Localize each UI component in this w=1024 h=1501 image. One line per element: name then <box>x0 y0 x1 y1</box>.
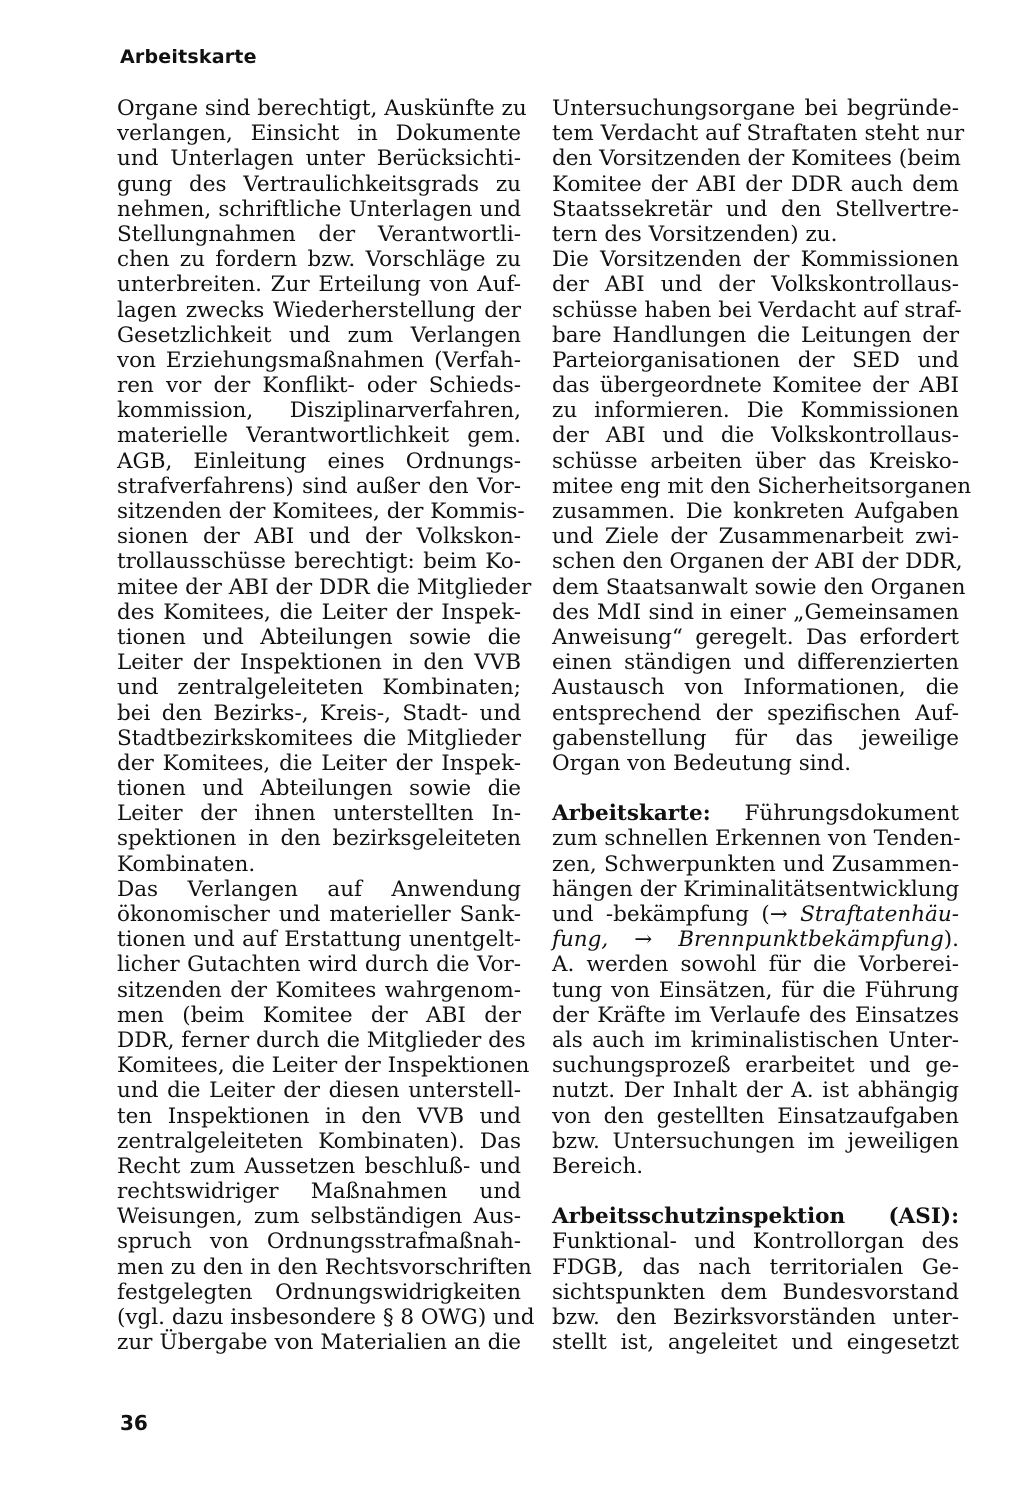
text-line: licher Gutachten wird durch die Vor- <box>117 952 521 978</box>
text-line: als auch im kriminalistischen Unter- <box>552 1027 959 1053</box>
text-line: und zentralgeleiteten Kombinaten; <box>117 675 521 701</box>
text-line: Organ von Bedeutung sind. <box>552 750 852 776</box>
text-line: Kombinaten. <box>117 851 256 877</box>
entry-text: ). <box>943 927 959 953</box>
text-line: schen den Organen der ABI der DDR, <box>552 549 963 575</box>
text-line: nutzt. Der Inhalt der A. ist abhängig <box>552 1078 959 1104</box>
text-line: DDR, ferner durch die Mitglieder des <box>117 1027 526 1053</box>
text-line: von den gestellten Einsatzaufgaben <box>552 1103 959 1129</box>
entry-line <box>552 801 959 826</box>
page-number: 36 <box>120 1411 148 1435</box>
entry-body <box>552 1229 959 1355</box>
right-column <box>552 96 972 1356</box>
entry-line: hängen der Kriminalitätsentwicklung <box>552 876 960 902</box>
text-line: trollausschüsse berechtigt: beim Ko- <box>117 549 521 575</box>
entry-abbreviation: (ASI): <box>888 1204 959 1230</box>
text-line: tem Verdacht auf Straftaten steht nur <box>552 121 965 147</box>
text-line: verlangen, Einsicht in Dokumente <box>117 121 521 147</box>
text-line: bare Handlungen die Leitungen der <box>552 322 959 348</box>
continued-paragraphs <box>552 96 972 776</box>
entry-line <box>552 902 959 927</box>
text-line: schüsse arbeiten über das Kreisko- <box>552 448 959 474</box>
text-line: spruch von Ordnungsstrafmaßnah- <box>117 1229 521 1255</box>
cross-reference-link[interactable]: Brennpunktbekämpfung <box>678 927 944 953</box>
entry-body <box>552 952 959 1179</box>
text-line: zusammen. Die konkreten Aufgaben <box>552 499 959 524</box>
text-line: strafverfahrens) sind außer den Vor- <box>117 473 521 499</box>
text-line: Weisungen, zum selbständigen Aus- <box>117 1204 521 1230</box>
text-line: FDGB, das nach territorialen Ge- <box>552 1254 959 1280</box>
text-line: des MdI sind in einer „Gemeinsamen <box>552 599 959 625</box>
text-line: A. werden sowohl für die Vorberei- <box>552 952 959 978</box>
text-line: das übergeordnete Komitee der ABI <box>552 373 959 399</box>
text-line: der ABI und der Volkskontrollaus- <box>552 272 959 298</box>
text-line: chen zu fordern bzw. Vorschläge zu <box>117 247 521 273</box>
text-line: tung von Einsätzen, für die Führung <box>552 977 959 1003</box>
text-line: Die Vorsitzenden der Kommissionen <box>552 247 959 273</box>
text-line: Leiter der ihnen unterstellten In- <box>117 801 521 827</box>
text-line: spektionen in den bezirksgeleiteten <box>117 826 521 852</box>
text-line: der Komitees, die Leiter der Inspek- <box>117 750 521 776</box>
text-line: entsprechend der spezifischen Auf- <box>552 700 959 726</box>
text-line: bei den Bezirks-, Kreis-, Stadt- und <box>117 700 521 726</box>
text-line: einen ständigen und differenzierten <box>552 650 959 676</box>
text-line: men (beim Komitee der ABI der <box>117 1002 521 1028</box>
entry-term: Arbeitsschutzinspektion <box>552 1204 846 1230</box>
text-line: AGB, Einleitung eines Ordnungs- <box>117 448 521 474</box>
text-line: nehmen, schriftliche Unterlagen und <box>117 196 521 222</box>
text-line: stellt ist, angeleitet und eingesetzt <box>552 1330 959 1356</box>
text-line: sitzenden der Komitees, der Kommis- <box>117 499 525 524</box>
paragraph-gap <box>552 1179 959 1204</box>
text-line: ten Inspektionen in den VVB und <box>117 1103 521 1129</box>
text-line: zentralgeleiteten Kombinaten). Das <box>117 1128 521 1154</box>
text-line: Anweisung“ geregelt. Das erfordert <box>552 624 959 650</box>
text-line: sitzenden der Komitees wahrgenom- <box>117 977 521 1003</box>
entry-asi <box>552 1204 959 1355</box>
text-line: men zu den in den Rechtsvorschriften <box>117 1254 532 1280</box>
text-line: materielle Verantwortlichkeit gem. <box>117 423 521 449</box>
text-line: des Komitees, die Leiter der Inspek- <box>117 599 521 625</box>
cross-reference-arrow: → <box>634 927 653 953</box>
cross-reference-arrow: → <box>769 902 788 927</box>
text-line: gabenstellung für das jeweilige <box>552 725 959 751</box>
text-line: rechtswidriger Maßnahmen und <box>117 1179 521 1205</box>
text-line: Stellungnahmen der Verantwortli- <box>117 221 521 247</box>
text-line: Das Verlangen auf Anwendung <box>117 876 521 902</box>
text-line: zu informieren. Die Kommissionen <box>552 398 959 424</box>
entry-arbeitskarte <box>552 801 959 1179</box>
text-line: und Ziele der Zusammenarbeit zwi- <box>552 524 959 550</box>
text-line: und Unterlagen unter Berücksichti- <box>117 146 521 172</box>
running-head: Arbeitskarte <box>120 46 257 68</box>
text-line: tionen und Abteilungen sowie die <box>117 776 521 802</box>
entry-line <box>552 1204 959 1229</box>
cross-reference-link[interactable]: Straftatenhäu- <box>800 902 959 927</box>
text-line: ökonomischer und materieller Sank- <box>117 902 521 927</box>
text-line: festgelegten Ordnungswidrigkeiten <box>117 1279 521 1305</box>
text-line: Recht zum Aussetzen beschluß- und <box>117 1153 521 1179</box>
text-line: tern des Vorsitzenden) zu. <box>552 221 838 247</box>
text-line: den Vorsitzenden der Komitees (beim <box>552 146 961 172</box>
text-line: tionen und Abteilungen sowie die <box>117 624 521 650</box>
entry-line: zum schnellen Erkennen von Tenden- <box>552 826 961 852</box>
text-line: sichtspunkten dem Bundesvorstand <box>552 1279 959 1305</box>
text-line: Komitee der ABI der DDR auch dem <box>552 171 959 197</box>
entry-line <box>552 927 959 952</box>
text-line: gung des Vertraulichkeitsgrads zu <box>117 171 521 197</box>
text-line: dem Staatsanwalt sowie den Organen <box>552 574 966 600</box>
text-line: bzw. den Bezirksvorständen unter- <box>552 1305 959 1330</box>
text-line: schüsse haben bei Verdacht auf straf- <box>552 297 962 323</box>
entry-term: Arbeitskarte: <box>552 801 711 827</box>
text-line: der Kräfte im Verlaufe des Einsatzes <box>552 1002 959 1028</box>
left-column <box>117 96 535 1356</box>
text-line: bzw. Untersuchungen im jeweiligen <box>552 1128 959 1154</box>
text-line: (vgl. dazu insbesondere § 8 OWG) und <box>117 1305 535 1330</box>
text-line: mitee eng mit den Sicherheitsorganen <box>552 473 972 499</box>
text-line: von Erziehungsmaßnahmen (Verfah- <box>117 347 521 373</box>
entry-line: zen, Schwerpunkten und Zusammen- <box>552 851 959 877</box>
entry-text: und -bekämpfung ( <box>552 902 770 927</box>
text-line: Organe sind berechtigt, Auskünfte zu <box>117 96 527 121</box>
paragraph-gap <box>552 776 959 801</box>
entry-text: Führungsdokument <box>744 801 959 827</box>
cross-reference-link[interactable]: fung, <box>552 927 609 953</box>
text-line: Austausch von Informationen, die <box>552 675 959 701</box>
text-line: Komitees, die Leiter der Inspektionen <box>117 1053 530 1079</box>
text-line: Funktional- und Kontrollorgan des <box>552 1229 959 1255</box>
text-line: unterbreiten. Zur Erteilung von Auf- <box>117 272 521 298</box>
text-line: Leiter der Inspektionen in den VVB <box>117 650 521 676</box>
text-line: Gesetzlichkeit und zum Verlangen <box>117 322 521 348</box>
text-line: lagen zwecks Wiederherstellung der <box>117 297 521 323</box>
text-line: ren vor der Konflikt- oder Schieds- <box>117 373 521 399</box>
text-line: Bereich. <box>552 1153 644 1179</box>
text-line: suchungsprozeß erarbeitet und ge- <box>552 1053 959 1079</box>
text-line: Untersuchungsorgane bei begründe- <box>552 96 959 121</box>
text-line: Staatssekretär und den Stellvertre- <box>552 196 959 222</box>
text-line: tionen und auf Erstattung unentgelt- <box>117 927 521 953</box>
text-line: kommission, Disziplinarverfahren, <box>117 398 521 424</box>
text-line: Stadtbezirkskomitees die Mitglieder <box>117 725 521 751</box>
text-line: und die Leiter der diesen unterstell- <box>117 1078 521 1104</box>
text-line: zur Übergabe von Materialien an die <box>117 1330 521 1356</box>
text-line: Parteiorganisationen der SED und <box>552 347 959 373</box>
text-line: sionen der ABI und der Volkskon- <box>117 524 521 550</box>
text-line: der ABI und die Volkskontrollaus- <box>552 423 959 449</box>
text-line: mitee der ABI der DDR die Mitglieder <box>117 574 532 600</box>
